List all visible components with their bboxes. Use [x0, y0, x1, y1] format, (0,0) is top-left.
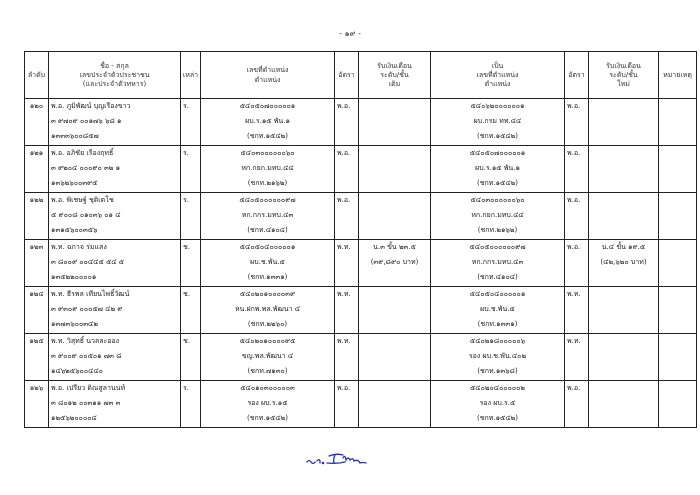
salary-new-cell — [589, 240, 659, 287]
person-name: พ.ท. วิสุทธิ์ นวลละออง — [51, 337, 120, 345]
remarks-value — [659, 193, 696, 208]
military-id: ๑๔๖๒๕๖๐๐๔๔๐ — [51, 367, 103, 375]
salary-old-cell — [359, 193, 431, 240]
rate-cell — [335, 99, 359, 146]
salary-old-amount — [359, 161, 430, 176]
new-rate-value: พ.อ. — [567, 102, 581, 110]
rate-cell — [335, 334, 359, 381]
salary-new-cell — [589, 146, 659, 193]
seq-number: ๑๒๔ — [29, 290, 44, 298]
position-title: หก.กยก.มทบ.๔๔ — [241, 164, 294, 172]
military-id: ๑๓๓๓๖๐๐๘๕๗ — [51, 132, 99, 140]
page-number: - ๑๙ - — [339, 29, 361, 38]
citizen-id: ๓ ๘๐๐๙ ๐๐๔๔๕ ๕๔ ๕ — [51, 258, 125, 266]
table-row — [25, 146, 697, 193]
position-code: (ชกท.๒๒๖๐) — [247, 320, 288, 328]
name-cell — [49, 287, 181, 334]
header-salary-old: รับเงินเดือน ระดับ/ชั้น เดิม — [359, 52, 431, 99]
remarks-cell — [659, 381, 697, 428]
table-row — [25, 334, 697, 381]
corps-cell — [181, 287, 201, 334]
remarks-cell — [659, 240, 697, 287]
salary-new-amount — [589, 114, 658, 129]
header-new-rate: อัตรา — [565, 52, 589, 99]
corps-value: ร. — [183, 149, 189, 157]
salary-new-level — [589, 99, 658, 114]
new-position-code: (ชกท.๑๕๔๒) — [477, 414, 518, 422]
remarks-cell — [659, 193, 697, 240]
salary-old-amount — [359, 396, 430, 411]
salary-new-level — [589, 287, 658, 302]
remarks-value — [659, 240, 696, 255]
corps-value: ช. — [183, 337, 190, 345]
salary-old-level — [359, 193, 430, 208]
seq-cell — [25, 146, 49, 193]
position-cell — [201, 193, 335, 240]
new-position-cell — [431, 287, 565, 334]
salary-new-cell — [589, 381, 659, 428]
salary-old-level — [359, 146, 430, 161]
rate-cell — [335, 146, 359, 193]
position-cell — [201, 381, 335, 428]
new-rate-cell — [565, 146, 589, 193]
remarks-cell — [659, 334, 697, 381]
salary-old-level — [359, 381, 430, 396]
rate-value: พ.อ. — [337, 196, 351, 204]
position-number: ๕๔๐๑๐๓๐๐๐๐๐๓ — [240, 384, 295, 392]
table-row — [25, 240, 697, 287]
salary-old-cell — [359, 287, 431, 334]
new-rate-value: พ.อ. — [567, 149, 581, 157]
remarks-value — [659, 146, 696, 161]
new-position-code: (ชกท.๔๑๐๔) — [477, 273, 518, 281]
citizen-id: ๕ ๙๐๐๘ ๐๑๐๓๖ ๐๑ ๔ — [51, 211, 121, 219]
salary-new-amount — [589, 396, 658, 411]
seq-number: ๑๒๖ — [29, 384, 44, 392]
name-cell — [49, 381, 181, 428]
seq-number: ๑๒๓ — [29, 243, 44, 251]
new-position-title: รอง ผบ.ช.พัน.๔๐๒ — [468, 352, 527, 360]
salary-old-cell — [359, 334, 431, 381]
new-position-number: ๕๔๐๕๐๔๐๐๐๐๐๑ — [469, 290, 526, 298]
rate-value: พ.อ. — [337, 102, 351, 110]
new-rate-value: พ.ท. — [567, 290, 581, 298]
person-name: พ.อ. ภูมิพัฒน์ บุญเรืองขาว — [51, 102, 131, 110]
seq-cell — [25, 334, 49, 381]
person-name: พ.ท. ฉกาจ ร่มแสง — [51, 243, 107, 251]
rate-cell — [335, 381, 359, 428]
header-name: ชื่อ - สกุล เลขประจำตัวประชาชน (และประจำตัวทหาร) — [49, 52, 181, 99]
position-cell — [201, 146, 335, 193]
position-cell — [201, 99, 335, 146]
remarks-cell — [659, 287, 697, 334]
new-position-code: (ชกท.๑๓๓๑) — [477, 320, 518, 328]
table-row — [25, 381, 697, 428]
new-position-title: หก.กยก.มทบ.๔๔ — [471, 211, 524, 219]
new-rate-value: พ.อ. — [567, 196, 581, 204]
position-number: ๕๔๐๒๐๑๐๐๐๐๓๙ — [239, 290, 296, 298]
rate-cell — [335, 240, 359, 287]
position-title: หก.กกร.มทบ.๔๓ — [241, 211, 294, 219]
position-cell — [201, 334, 335, 381]
seq-cell — [25, 287, 49, 334]
new-position-number: ๕๔๐๕๐๐๐๐๐๐๙๗ — [469, 243, 526, 251]
new-rate-cell — [565, 99, 589, 146]
new-position-cell — [431, 334, 565, 381]
table-row — [25, 193, 697, 240]
position-code: (ชกท.๗๑๓๐) — [247, 367, 288, 375]
salary-new-cell — [589, 334, 659, 381]
military-id: ๑๓๖๒๖๐๐๓๙๕ — [51, 179, 98, 187]
remarks-value — [659, 334, 696, 349]
citizen-id: ๓ ๘๐๑๒ ๐๐๓๑๑ ๗๓ ๓ — [51, 399, 121, 407]
salary-old-amount — [359, 302, 430, 317]
rate-value: พ.ท. — [337, 337, 351, 345]
corps-value: ช. — [183, 290, 190, 298]
salary-new-level: น.๔ ขั้น ๑๙.๕ — [601, 243, 646, 251]
position-cell — [201, 240, 335, 287]
seq-cell — [25, 381, 49, 428]
salary-new-level — [589, 146, 658, 161]
corps-cell — [181, 381, 201, 428]
salary-new-level — [589, 381, 658, 396]
header-seq: ลำดับ — [25, 52, 49, 99]
rate-cell — [335, 193, 359, 240]
seq-cell — [25, 240, 49, 287]
salary-old-cell — [359, 146, 431, 193]
salary-old-cell — [359, 240, 431, 287]
seq-number: ๑๒๒ — [29, 196, 44, 204]
salary-old-amount — [359, 114, 430, 129]
name-cell — [49, 146, 181, 193]
salary-new-cell — [589, 99, 659, 146]
position-code: (ชกท.๑๓๓๑) — [247, 273, 288, 281]
seq-number: ๑๒๑ — [29, 149, 44, 157]
seq-number: ๑๒๐ — [29, 102, 44, 110]
name-cell — [49, 240, 181, 287]
personnel-table — [24, 51, 697, 428]
person-name: พ.ท. ธีรพล เทียนไพธิ์วัฒน์ — [51, 290, 130, 298]
salary-new-amount — [589, 302, 658, 317]
salary-new-amount — [589, 349, 658, 364]
signature — [305, 450, 375, 468]
rate-value: พ.อ. — [337, 149, 351, 157]
salary-old-level — [359, 287, 430, 302]
citizen-id: ๓ ๙๐๐๙ ๐๐๕๐๑ ๗๓ ๘ — [51, 352, 122, 360]
new-rate-value: พ.อ. — [567, 384, 581, 392]
name-cell — [49, 193, 181, 240]
military-id: ๑๓๑๕๖๐๐๓๕๖ — [51, 226, 98, 234]
new-rate-value: พ.ท. — [567, 337, 581, 345]
position-title: หน.ฝกพ.พล.พัฒนา ๔ — [234, 305, 301, 313]
position-code: (ชกท.๑๕๔๒) — [247, 414, 288, 422]
salary-new-level — [589, 334, 658, 349]
position-number: ๕๔๐๒๐๑๐๐๐๐๙๕ — [239, 337, 296, 345]
corps-value: ร. — [183, 102, 189, 110]
new-position-code: (ชกท.๑๓๖๘) — [477, 367, 518, 375]
salary-old-amount: (๓๙,๘๙๐ บาท) — [370, 258, 419, 266]
citizen-id: ๓ ๙๓๐๙ ๐๐๐๕๗ ๔๒ ๙ — [51, 305, 123, 313]
new-position-cell — [431, 99, 565, 146]
header-row — [25, 52, 697, 99]
corps-cell — [181, 334, 201, 381]
new-rate-cell — [565, 381, 589, 428]
table-row — [25, 287, 697, 334]
corps-value: ร. — [183, 196, 189, 204]
position-number: ๕๔๐๕๐๗๐๐๐๐๐๑ — [239, 102, 296, 110]
salary-new-amount: (๔๒,๖๒๐ บาท) — [600, 258, 647, 266]
corps-cell — [181, 146, 201, 193]
new-position-title: หก.กกร.มทบ.๔๓ — [471, 258, 524, 266]
new-position-number: ๕๔๐๒๑๘๐๐๐๐๐๖ — [469, 337, 526, 345]
position-cell — [201, 287, 335, 334]
position-title: ขญ.พล.พัฒนา ๔ — [241, 352, 294, 360]
new-position-cell — [431, 193, 565, 240]
seq-number: ๑๒๕ — [29, 337, 44, 345]
person-name: พ.อ. พิเชษฐ์ ชุติเตโช — [51, 196, 114, 204]
position-title: ผบ.ช.พัน.๕ — [250, 258, 285, 266]
corps-cell — [181, 240, 201, 287]
new-position-number: ๕๔๐๒๐๔๐๐๐๐๐๒ — [469, 384, 526, 392]
new-position-title: รอง ผบ.ร.๕ — [479, 399, 516, 407]
corps-cell — [181, 193, 201, 240]
seq-cell — [25, 193, 49, 240]
salary-new-level — [589, 193, 658, 208]
salary-old-level: น.๓ ขั้น ๒๓.๕ — [373, 243, 416, 251]
salary-old-level — [359, 99, 430, 114]
position-code: (ชกท.๑๕๔๒) — [247, 132, 288, 140]
new-rate-cell — [565, 193, 589, 240]
new-rate-cell — [565, 334, 589, 381]
name-cell — [49, 334, 181, 381]
person-name: พ.อ. เปรียว ดิณสูลานนท์ — [51, 384, 126, 392]
new-position-number: ๕๔๐๓๐๐๐๐๐๐๖๐ — [470, 196, 525, 204]
header-corps: เหล่า — [181, 52, 201, 99]
remarks-cell — [659, 99, 697, 146]
position-number: ๕๔๐๕๐๔๐๐๐๐๐๑ — [239, 243, 296, 251]
new-position-cell — [431, 381, 565, 428]
military-id: ๑๒๕๖๒๐๐๐๐๔ — [51, 414, 97, 422]
rate-value: พ.อ. — [337, 384, 351, 392]
salary-new-amount — [589, 161, 658, 176]
table-row — [25, 99, 697, 146]
new-position-number: ๕๔๐๖๒๐๐๐๐๐๐๑ — [470, 102, 525, 110]
position-number: ๕๔๐๕๐๐๐๐๐๐๙๗ — [239, 196, 296, 204]
salary-new-amount — [589, 208, 658, 223]
new-rate-value: พ.อ. — [567, 243, 581, 251]
salary-old-amount — [359, 208, 430, 223]
new-position-code: (ชกท.๑๕๔๒) — [477, 179, 518, 187]
corps-value: ช. — [183, 243, 190, 251]
position-code: (ชกท.๒๑๖๒) — [247, 179, 288, 187]
seq-cell — [25, 99, 49, 146]
rate-value: พ.ท. — [337, 290, 351, 298]
corps-cell — [181, 99, 201, 146]
header-remarks: หมายเหตุ — [659, 52, 697, 99]
remarks-value — [659, 287, 696, 302]
new-rate-cell — [565, 287, 589, 334]
header-salary-new: รับเงินเดือน ระดับ/ชั้น ใหม่ — [589, 52, 659, 99]
new-position-code: (ชกท.๒๑๖๒) — [477, 226, 518, 234]
position-title: ผบ.ร.๑๕ พัน.๑ — [245, 117, 290, 125]
position-code: (ชกท.๔๑๐๔) — [247, 226, 288, 234]
salary-old-amount — [359, 349, 430, 364]
remarks-value — [659, 381, 696, 396]
military-id: ๑๓๕๒๒๐๐๐๐๑ — [51, 273, 97, 281]
position-title: รอง ผบ.ร.๑๕ — [247, 399, 288, 407]
remarks-value — [659, 99, 696, 114]
new-position-cell — [431, 146, 565, 193]
salary-old-cell — [359, 381, 431, 428]
citizen-id: ๓ ๙๒๐๔ ๐๐๐๙๐ ๓๒ ๑ — [51, 164, 121, 172]
person-name: พ.อ. อภิชัย เรืองฤทธิ์ — [51, 149, 114, 157]
new-rate-cell — [565, 240, 589, 287]
rate-cell — [335, 287, 359, 334]
new-position-code: (ชกท.๑๕๔๒) — [477, 132, 518, 140]
salary-new-cell — [589, 287, 659, 334]
position-number: ๕๔๐๓๐๐๐๐๐๐๖๐ — [240, 149, 295, 157]
salary-old-cell — [359, 99, 431, 146]
new-position-title: ผบ.ช.พัน.๕ — [480, 305, 515, 313]
new-position-number: ๕๔๐๕๐๗๐๐๐๐๐๑ — [469, 149, 526, 157]
header-position: เลขที่ตำแหน่ง ตำแหน่ง — [201, 52, 335, 99]
salary-old-level — [359, 334, 430, 349]
new-position-title: ผบ.กรม ทท.๔๔ — [473, 117, 522, 125]
new-position-title: ผบ.ร.๑๕ พัน.๑ — [475, 164, 520, 172]
military-id: ๑๓๗๓๖๐๐๓๔๒ — [51, 320, 98, 328]
header-new-position: เป็น เลขที่ตำแหน่ง ตำแหน่ง — [431, 52, 565, 99]
corps-value: ร. — [183, 384, 189, 392]
name-cell — [49, 99, 181, 146]
header-rate: อัตรา — [335, 52, 359, 99]
rate-value: พ.ท. — [337, 243, 351, 251]
remarks-cell — [659, 146, 697, 193]
citizen-id: ๓ ๙๗๐๙ ๐๐๑๗๖ ๖๘ ๑ — [51, 117, 122, 125]
new-position-cell — [431, 240, 565, 287]
salary-new-cell — [589, 193, 659, 240]
